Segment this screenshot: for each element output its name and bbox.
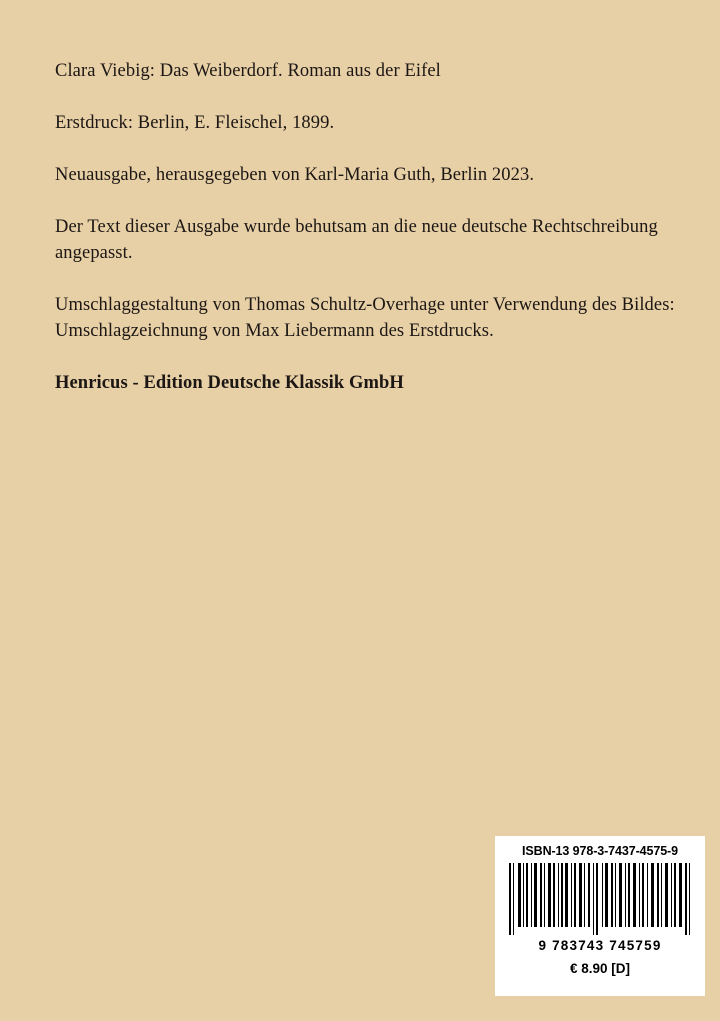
cover-design-note: Umschlaggestaltung von Thomas Schultz-Overhage unter Verwendung des Bildes: Umschlagzeichnung von Max Liebermann des Erstdrucks. [55,295,675,341]
barcode-block [495,836,705,996]
isbn-label: ISBN-13 978-3-7437-4575-9 [522,844,678,858]
first-print-line: Erstdruck: Berlin, E. Fleischel, 1899. [55,113,335,133]
new-edition-line: Neuausgabe, herausgegeben von Karl-Maria Guth, Berlin 2023. [55,165,535,185]
orthography-note: Der Text dieser Ausgabe wurde behutsam an die neue deutsche Rechtschreibung angepasst. [55,217,658,263]
barcode-bars-icon [507,863,693,935]
barcode-digits: 9 783743 745759 [538,938,662,953]
back-cover-text [55,58,675,422]
publisher-line: Henricus - Edition Deutsche Klassik GmbH [55,373,404,393]
title-line: Clara Viebig: Das Weiberdorf. Roman aus der Eifel [55,61,441,81]
price-label: € 8.90 [D] [569,961,631,976]
